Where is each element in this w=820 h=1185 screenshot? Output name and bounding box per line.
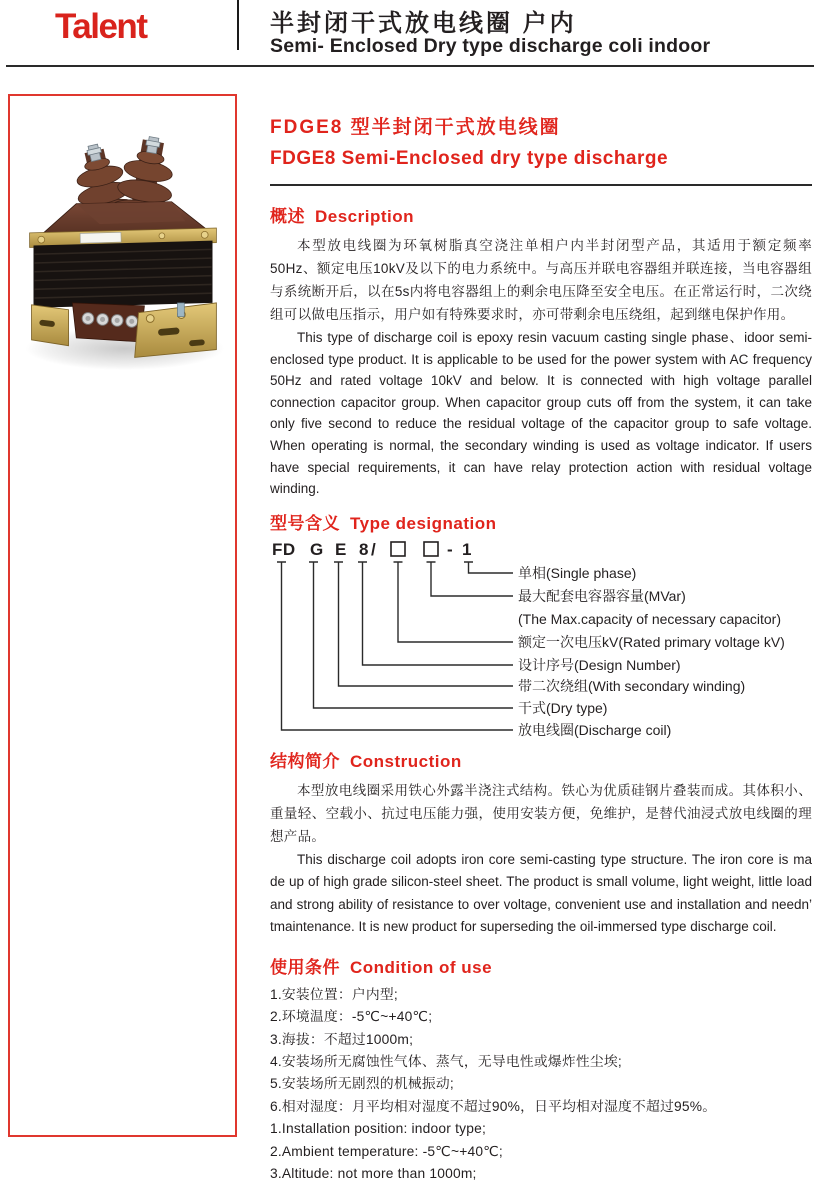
heading-zh: 结构简介	[270, 751, 340, 771]
type-label: 设计序号(Design Number)	[518, 656, 681, 673]
construction-body-zh: 本型放电线圈采用铁心外露半浇注式结构。铁心为优质硅钢片叠装而成。其体积小、重量轻、空载小、抗过电压能力强，使用安装方便，免维护，是替代油浸式放电线圈的理想产品。	[270, 782, 812, 844]
section-heading-construction	[270, 747, 812, 772]
type-label: (The Max.capacity of necessary capacitor)	[518, 610, 781, 627]
product-title-zh: FDGE8 型半封闭干式放电线圈	[270, 117, 561, 138]
type-code-box	[424, 542, 438, 556]
heading-zh: 型号含义	[270, 513, 340, 533]
page-title-en: Semi- Enclosed Dry type discharge coli indoor	[270, 35, 711, 57]
page-title-zh: 半封闭干式放电线圈 户内	[270, 10, 577, 37]
type-code-part: 8	[359, 539, 369, 559]
type-label: 单相(Single phase)	[518, 564, 637, 581]
heading-en: Condition of use	[350, 957, 493, 977]
condition-item: 4.安装场所无腐蚀性气体、蒸气，无导电性或爆炸性尘埃;	[270, 1053, 622, 1069]
type-code-part: 1	[462, 539, 472, 559]
condition-item: 2.环境温度：-5℃~+40℃;	[270, 1009, 433, 1025]
type-label: 放电线圈(Discharge coil)	[518, 721, 672, 738]
type-code-part: E	[335, 539, 347, 559]
type-code-part: FD	[272, 539, 296, 559]
heading-zh: 使用条件	[270, 957, 340, 977]
section-heading-description	[270, 202, 812, 227]
type-code-box	[391, 542, 405, 556]
condition-item: 1.Installation position: indoor type;	[270, 1121, 487, 1137]
condition-list	[270, 984, 812, 1185]
type-label: 干式(Dry type)	[518, 699, 608, 716]
heading-zh: 概述	[270, 207, 305, 226]
header-divider	[237, 0, 239, 50]
condition-item: 2.Ambient temperature: -5℃~+40℃;	[270, 1143, 503, 1159]
condition-item: 3.Altitude: not more than 1000m;	[270, 1166, 477, 1181]
title-rule	[270, 184, 812, 186]
connector-lines	[277, 562, 513, 730]
brand-logo: Talent	[55, 7, 147, 46]
condition-item: 5.安装场所无剧烈的机械振动;	[270, 1076, 454, 1092]
product-photo	[16, 110, 230, 382]
description-body-en: This type of discharge coil is epoxy resin vacuum casting single phase、idoor semi-enclosed type product. It is applicable to be used for the power system with AC frequency 50Hz and rated voltage 10kV and below. It is connected with high voltage parallel connection capacitor group. When capacitor group cuts off from the system, it can take only five second to reduce the residual voltage of the capacitor group to safe voltage. When operating is normal, the secondary winding is used as voltage indicator. If users have special requirements, it can have relay protection action with residual voltage winding.	[270, 330, 812, 497]
condition-item: 3.海拔：不超过1000m;	[270, 1031, 414, 1047]
header-rule	[6, 65, 814, 67]
description-body-zh: 本型放电线圈为环氧树脂真空浇注单相户内半封闭型产品，其适用于额定频率50Hz、额定电压10kV及以下的电力系统中。与高压并联电容器组并联连接，当电容器组与系统断开后，以在5s内将电容器组上的剩余电压降至安全电压。在正常运行时，二次绕组可以做电压指示，用户如有特殊要求时，亦可带剩余电压绕组，起到继电保护作用。	[270, 238, 812, 322]
condition-item: 6.相对湿度：月平均相对湿度不超过90%，日平均相对湿度不超过95%。	[270, 1098, 717, 1114]
nameplate	[80, 232, 121, 243]
type-code-part: -	[447, 539, 454, 559]
construction-body-en: This discharge coil adopts iron core semi-casting type structure. The iron core is ma de up of high grade silicon-steel sheet. The product is small volume, light weight, little load and strong ability of resistance to over voltage, convenient use and installation and needn’ tmaintenance. It is new product for superseding the oil-immersed type discharge coil.	[270, 851, 812, 935]
section-heading-type-designation	[270, 509, 812, 534]
heading-en: Type designation	[350, 513, 497, 533]
condition-item: 1.安装位置：户内型;	[270, 986, 398, 1002]
content-column	[270, 94, 812, 1185]
product-title-en: FDGE8 Semi-Enclosed dry type discharge	[270, 148, 669, 169]
type-label: 额定一次电压kV(Rated primary voltage kV)	[518, 633, 785, 650]
type-designation-diagram	[270, 539, 812, 741]
type-label: 带二次绕组(With secondary winding)	[518, 677, 746, 694]
type-code-part: G	[310, 539, 324, 559]
heading-en: Construction	[350, 751, 462, 771]
heading-en: Description	[315, 207, 415, 226]
type-label: 最大配套电容器容量(MVar)	[518, 587, 686, 604]
section-heading-condition	[270, 953, 812, 978]
type-code-part: /	[371, 539, 377, 559]
product-photo-frame	[8, 94, 237, 1137]
